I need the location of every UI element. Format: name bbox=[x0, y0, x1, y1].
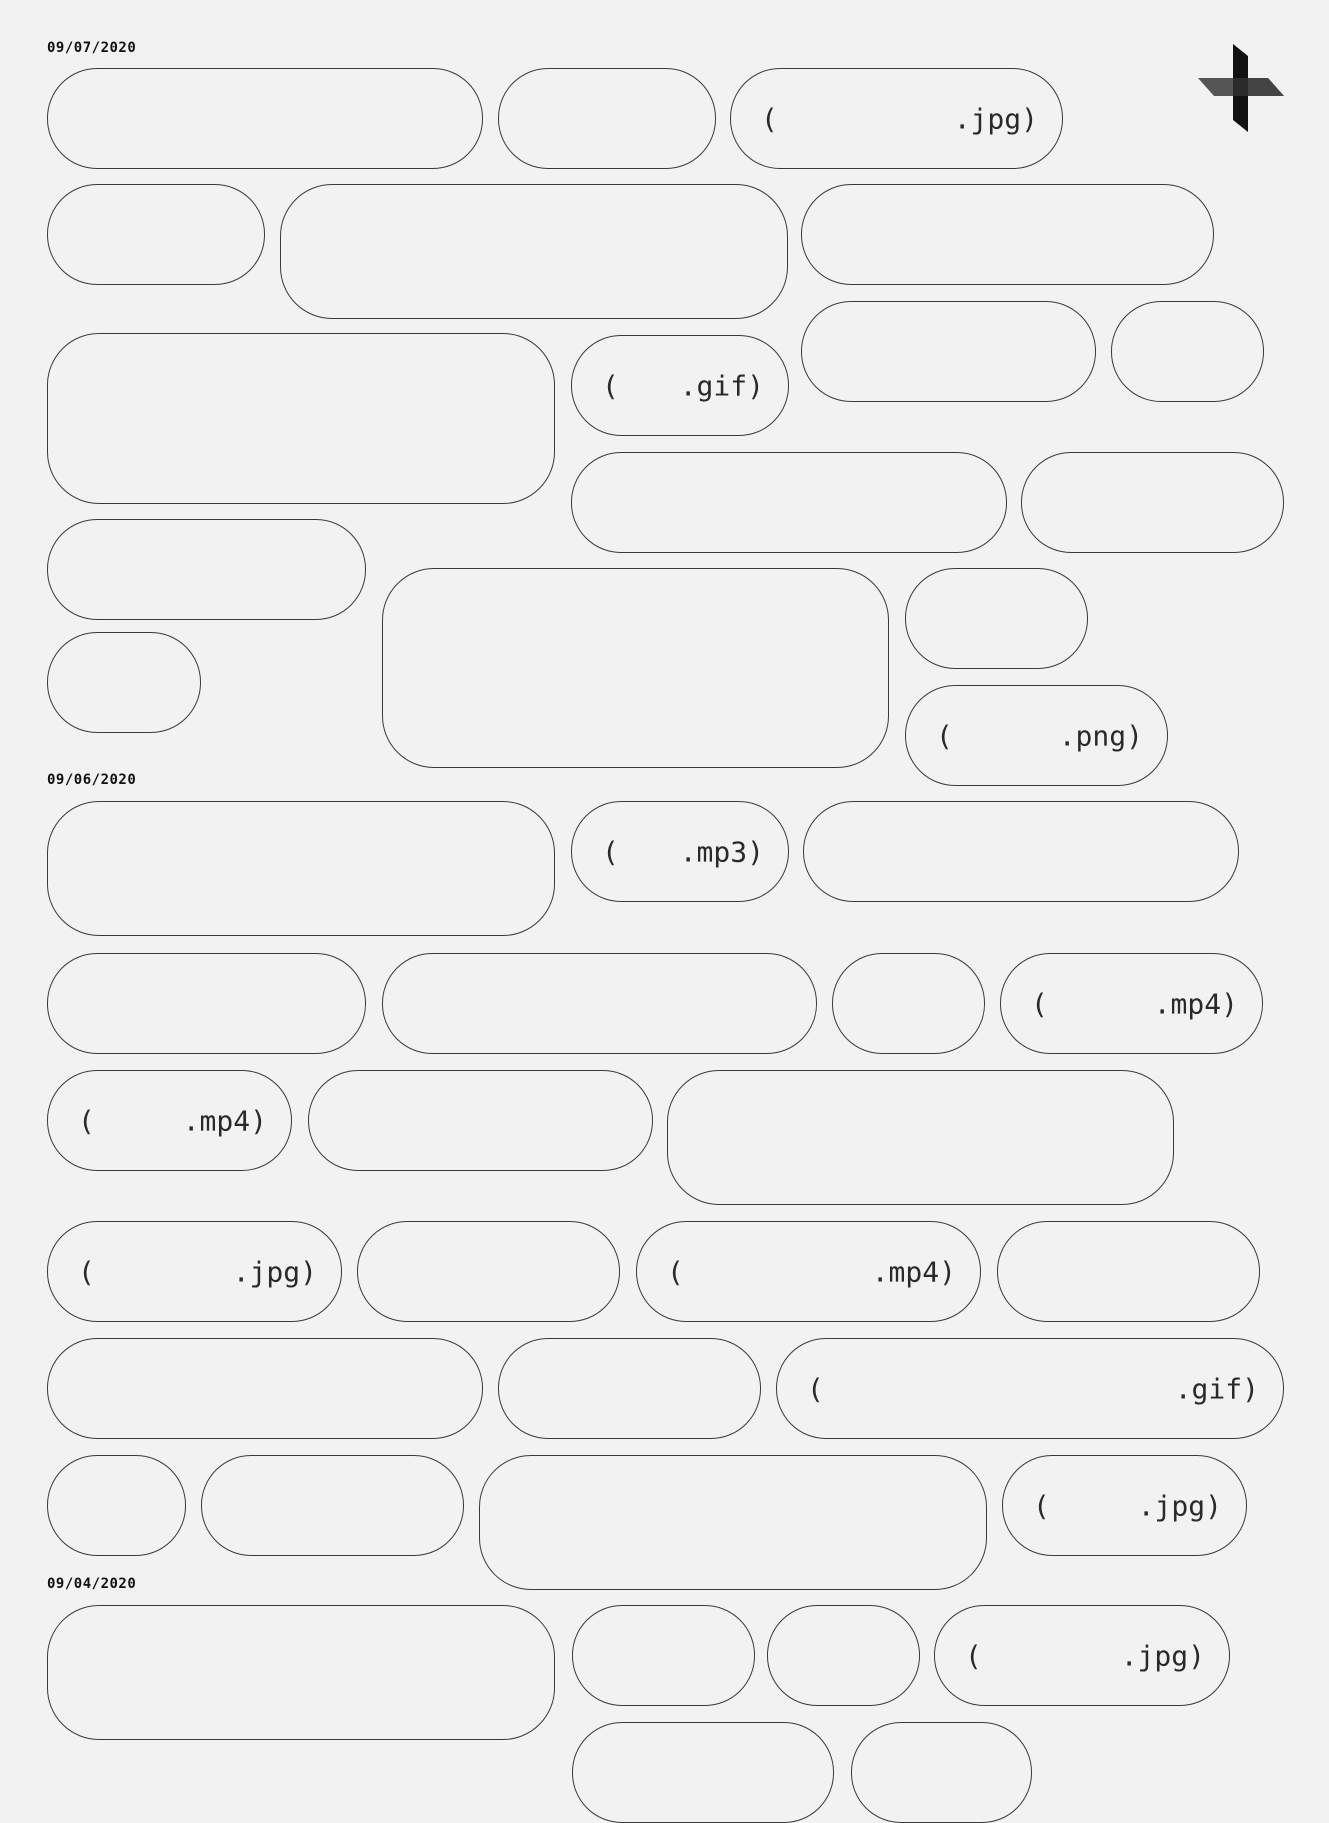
file-item[interactable] bbox=[851, 1722, 1032, 1823]
file-item[interactable] bbox=[997, 1221, 1260, 1322]
file-extension: .mp4) bbox=[1153, 987, 1238, 1020]
file-extension: .jpg) bbox=[1120, 1639, 1205, 1672]
file-item[interactable] bbox=[776, 1338, 1284, 1439]
file-item[interactable] bbox=[1002, 1455, 1247, 1556]
file-item[interactable] bbox=[308, 1070, 653, 1171]
file-item[interactable] bbox=[636, 1221, 981, 1322]
date-label: 09/04/2020 bbox=[47, 1576, 137, 1592]
file-paren: ( bbox=[1033, 1489, 1050, 1522]
file-item[interactable] bbox=[572, 1722, 834, 1823]
file-item[interactable] bbox=[201, 1455, 464, 1556]
date-label: 09/07/2020 bbox=[47, 40, 137, 56]
file-item[interactable] bbox=[47, 632, 201, 733]
file-extension: .jpg) bbox=[1137, 1489, 1222, 1522]
file-item[interactable] bbox=[667, 1070, 1174, 1205]
file-item[interactable] bbox=[498, 1338, 761, 1439]
file-item[interactable] bbox=[767, 1605, 920, 1706]
file-item[interactable] bbox=[498, 68, 716, 169]
file-paren: ( bbox=[936, 719, 953, 752]
file-item[interactable] bbox=[571, 452, 1007, 553]
file-item[interactable] bbox=[801, 184, 1214, 285]
date-label: 09/06/2020 bbox=[47, 772, 137, 788]
file-item[interactable] bbox=[572, 1605, 755, 1706]
file-item[interactable] bbox=[382, 568, 889, 768]
file-extension: .gif) bbox=[1174, 1372, 1259, 1405]
file-item[interactable] bbox=[47, 1338, 483, 1439]
file-item[interactable] bbox=[479, 1455, 987, 1590]
file-paren: ( bbox=[602, 835, 619, 868]
file-extension: .png) bbox=[1058, 719, 1143, 752]
file-extension: .mp4) bbox=[871, 1255, 956, 1288]
plus-cross-logo-icon bbox=[1198, 44, 1284, 134]
file-extension: .jpg) bbox=[953, 102, 1038, 135]
file-extension: .gif) bbox=[679, 369, 764, 402]
file-extension: .jpg) bbox=[232, 1255, 317, 1288]
file-item[interactable] bbox=[47, 68, 483, 169]
file-item[interactable] bbox=[934, 1605, 1230, 1706]
file-item[interactable] bbox=[801, 301, 1096, 402]
file-extension: .mp3) bbox=[679, 835, 764, 868]
file-item[interactable] bbox=[47, 519, 366, 620]
file-item[interactable] bbox=[47, 184, 265, 285]
file-item[interactable] bbox=[47, 953, 366, 1054]
file-item[interactable] bbox=[1000, 953, 1263, 1054]
file-item[interactable] bbox=[47, 801, 555, 936]
file-item[interactable] bbox=[571, 801, 789, 902]
file-paren: ( bbox=[602, 369, 619, 402]
file-item[interactable] bbox=[47, 333, 555, 504]
file-item[interactable] bbox=[571, 335, 789, 436]
file-item[interactable] bbox=[1021, 452, 1284, 553]
file-extension: .mp4) bbox=[182, 1104, 267, 1137]
file-paren: ( bbox=[78, 1104, 95, 1137]
file-paren: ( bbox=[667, 1255, 684, 1288]
file-item[interactable] bbox=[382, 953, 817, 1054]
file-item[interactable] bbox=[730, 68, 1063, 169]
file-paren: ( bbox=[78, 1255, 95, 1288]
file-paren: ( bbox=[965, 1639, 982, 1672]
file-paren: ( bbox=[761, 102, 778, 135]
file-item[interactable] bbox=[47, 1455, 186, 1556]
file-item[interactable] bbox=[803, 801, 1239, 902]
file-item[interactable] bbox=[280, 184, 788, 319]
file-item[interactable] bbox=[47, 1605, 555, 1740]
file-item[interactable] bbox=[905, 568, 1088, 669]
file-item[interactable] bbox=[905, 685, 1168, 786]
file-item[interactable] bbox=[1111, 301, 1264, 402]
file-item[interactable] bbox=[47, 1221, 342, 1322]
file-paren: ( bbox=[1031, 987, 1048, 1020]
file-paren: ( bbox=[807, 1372, 824, 1405]
file-item[interactable] bbox=[832, 953, 985, 1054]
file-item[interactable] bbox=[357, 1221, 620, 1322]
file-item[interactable] bbox=[47, 1070, 292, 1171]
